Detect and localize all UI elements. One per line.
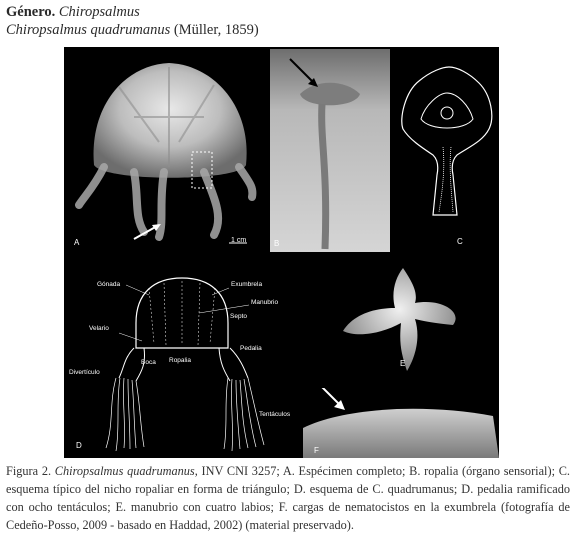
panel-e-letter: E [400, 359, 406, 368]
panel-c-rhopalar-niche-schematic [391, 47, 499, 252]
panel-a-letter: A [74, 238, 80, 247]
panel-b-rhopalium-photo [270, 49, 390, 252]
caption-text: , INV CNI 3257; A. Espécimen completo; B. ropalia (órgano sensorial); C. esquema típico del nicho ropaliar en forma de triángulo; D. esquema de C. quadrumanus; D. pedalia ramificado con ocho tentáculos; E. manubrio con cuatro labios; F. cargas de nematocistos en la exumbrela (fotografía de Cedeño-Posso, 2009 - basado en Haddad, 2002) (material preservado). [6, 464, 570, 532]
caption-prefix: Figura 2. [6, 464, 52, 478]
genus-label: Género. [6, 4, 56, 20]
panel-d-letter: D [76, 441, 82, 450]
label-gonada: Gónada [97, 281, 121, 288]
panel-f-letter: F [314, 446, 319, 455]
species-name: Chiropsalmus quadrumanus [6, 22, 171, 38]
panel-d-schematic [64, 253, 302, 458]
genus-line [6, 4, 140, 21]
panel-a-scale-bar: 1 cm [231, 237, 247, 244]
caption-species: Chiropsalmus quadrumanus [54, 464, 195, 478]
panel-a-specimen-photo [64, 47, 269, 252]
label-boca: Boca [141, 359, 156, 366]
species-authority: (Müller, 1859) [173, 22, 259, 38]
label-septo: Septo [230, 313, 247, 320]
panel-b-letter: B [274, 239, 280, 248]
figure-caption [6, 462, 570, 534]
panel-f-exumbrella-photo [303, 388, 499, 458]
figure-plate [64, 47, 499, 458]
panel-c-letter: C [457, 237, 463, 246]
label-ropalia: Ropalia [169, 357, 192, 364]
label-manubrio: Manubrio [251, 299, 279, 306]
rhopalar-niche-drawing [391, 47, 499, 252]
label-pedalia: Pedalia [240, 345, 262, 352]
panel-e-manubrium-photo [303, 253, 499, 388]
species-line [6, 22, 259, 39]
label-tentaculos: Tentáculos [259, 411, 291, 418]
label-exumbrela: Exumbrela [231, 281, 263, 288]
exumbrella-photo-image [303, 388, 499, 458]
rhopalium-photo-image [270, 49, 390, 252]
specimen-photo-image [64, 47, 269, 252]
label-velario: Velario [89, 325, 109, 332]
label-diverticulo: Divertículo [69, 369, 100, 376]
genus-name: Chiropsalmus [58, 4, 140, 20]
